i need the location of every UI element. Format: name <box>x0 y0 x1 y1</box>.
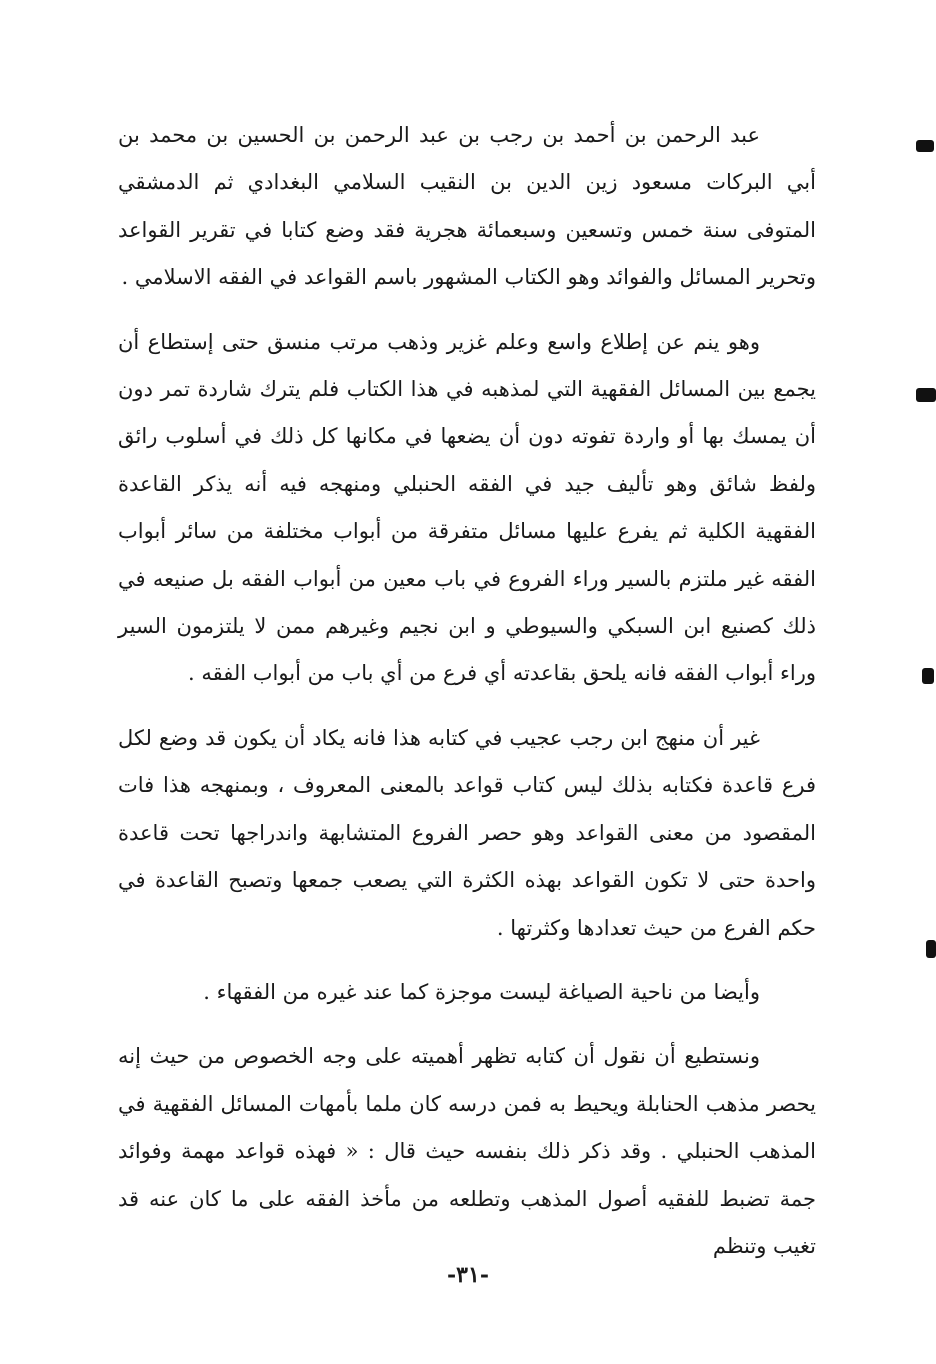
paragraph: وهو ينم عن إطلاع واسع وعلم غزير وذهب مرتب منسق حتى إستطاع أن يجمع بين المسائل الفقهية التي لمذهبه في هذا الكتاب فلم يترك شاردة تمر دون أن يمسك بها أو واردة تفوته دون أن يضعها في مكانها كل ذلك في أسلوب رائق ولفظ شائق وهو تأليف جيد في الفقه الحنبلي ومنهجه فيه أنه يذكر القاعدة الفقهية الكلية ثم يفرع عليها مسائل متفرقة من أبواب مختلفة من سائر أبواب الفقه غير ملتزم بالسير وراء الفروع في باب معين من أبواب الفقه بل صنيعه في ذلك كصنيع ابن السبكي والسيوطي و ابن نجيم وغيرهم ممن لا يلتزمون السير وراء أبواب الفقه فانه يلحق بقاعدته أي فرع من أي باب من أبواب الفقه . <box>118 329 816 686</box>
paragraph: غير أن منهج ابن رجب عجيب في كتابه هذا فانه يكاد أن يكون قد وضع لكل فرع قاعدة فكتابه بذلك ليس كتاب قواعد بالمعنى المعروف ، وبمنهجه هذا فات المقصود من معنى القواعد وهو حصر الفروع المتشابهة واندراجها تحت قاعدة واحدة حتى لا تكون القواعد بهذه الكثرة التي يصعب جمعها وتصبح القاعدة في حكم الفرع من حيث تعدادها وكثرتها . <box>118 725 816 940</box>
page-number: -٣١- <box>447 1262 489 1288</box>
body-text <box>118 112 816 1287</box>
margin-binding-mark <box>916 388 936 402</box>
margin-binding-mark <box>916 140 934 152</box>
paragraph: وأيضا من ناحية الصياغة ليست موجزة كما عند غيره من الفقهاء . <box>203 979 760 1004</box>
margin-binding-mark <box>926 940 936 958</box>
margin-binding-mark <box>922 668 934 684</box>
paragraph: ونستطيع أن نقول أن كتابه تظهر أهميته على وجه الخصوص من حيث إنه يحصر مذهب الحنابلة ويحيط به فمن درسه كان ملما بأمهات المسائل الفقهية في المذهب الحنبلي . وقد ذكر ذلك بنفسه حيث قال : « فهذه قواعد مهمة وفوائد جمة تضبط للفقيه أصول المذهب وتطلعه من مأخذ الفقه على ما كان عنه قد تغيب وتنظم <box>118 1044 816 1258</box>
paragraph: عبد الرحمن بن أحمد بن رجب بن عبد الرحمن بن الحسين بن محمد بن أبي البركات مسعود زين الدين بن النقيب السلامي البغدادي ثم الدمشقي المتوفى سنة خمس وتسعين وسبعمائة هجرية فقد وضع كتابا في تقرير القواعد وتحرير المسائل والفوائد وهو الكتاب المشهور باسم القواعد في الفقه الاسلامي . <box>118 123 816 290</box>
